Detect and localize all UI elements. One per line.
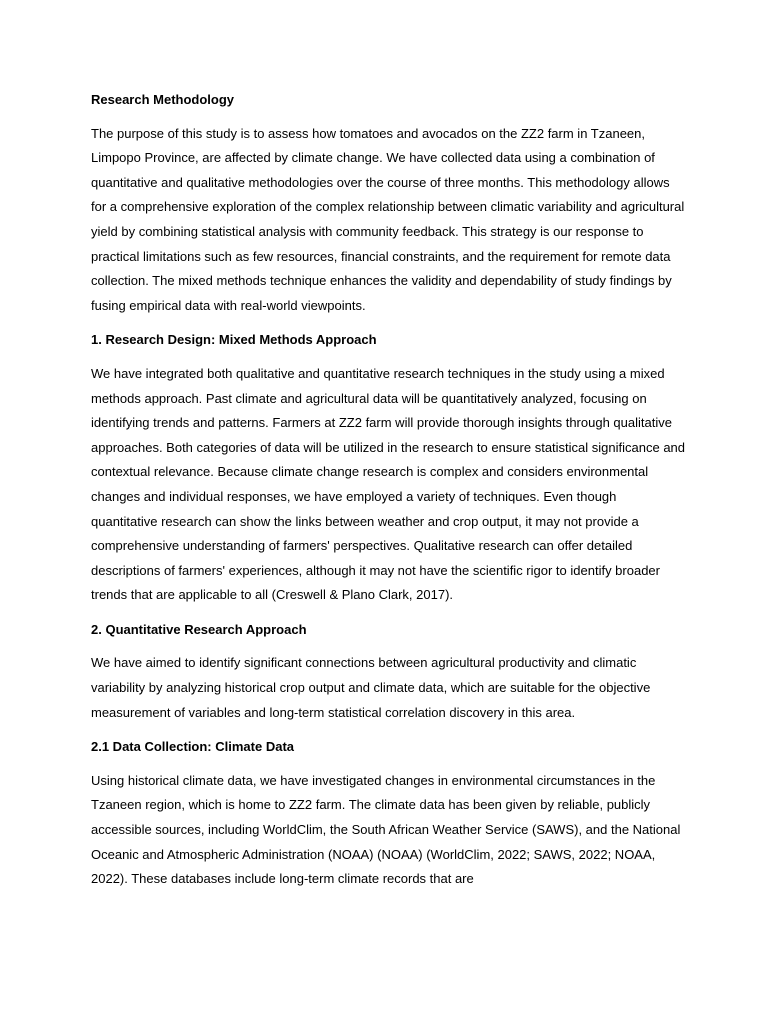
document-title: Research Methodology [91,92,235,107]
section-heading-quantitative-approach: 2. Quantitative Research Approach [91,621,307,637]
section-heading-research-design: 1. Research Design: Mixed Methods Approach [91,332,377,348]
section-body-climate-data: Using historical climate data, we have investigated changes in environmental circumstances in the Tzaneen region, which is home to ZZ2 farm. The climate data has been given by reliable, publicly accessible sources, including WorldClim, the South African Weather Service (SAWS), and the National Oceanic and Atmospheric Administration (NOAA) (NOAA) (WorldClim, 2022; SAWS, 2022; NOAA, 2022). These databases include long-term climate records that are [91,772,681,887]
intro-paragraph: The purpose of this study is to assess how tomatoes and avocados on the ZZ2 farm in Tzaneen, Limpopo Province, are affected by climate change. We have collected data using a combination of quantitative and qualitative methodologies over the course of three months. This methodology allows for a comprehensive exploration of the complex relationship between climatic variability and agricultural yield by combining statistical analysis with community feedback. This strategy is our response to practical limitations such as few resources, financial constraints, and the requirement for remote data collection. The mixed methods technique enhances the validity and dependability of study findings by fusing empirical data with real-world viewpoints. [91,125,685,313]
section-body-research-design: We have integrated both qualitative and quantitative research techniques in the study using a mixed methods approach. Past climate and agricultural data will be quantitatively analyzed, focusing on identifying trends and patterns. Farmers at ZZ2 farm will provide thorough insights through qualitative approaches. Both categories of data will be utilized in the research to ensure statistical significance and contextual relevance. Because climate change research is complex and considers environmental changes and individual responses, we have employed a variety of techniques. Even though quantitative research can show the links between weather and crop output, it may not provide a comprehensive understanding of farmers' perspectives. Qualitative research can offer detailed descriptions of farmers' experiences, although it may not have the scientific rigor to identify broader trends that are applicable to all (Creswell & Plano Clark, 2017). [91,365,686,603]
section-heading-climate-data: 2.1 Data Collection: Climate Data [91,739,294,755]
document-page [91,88,686,892]
section-body-quantitative-approach: We have aimed to identify significant connections between agricultural productivity and climatic variability by analyzing historical crop output and climate data, which are suitable for the objective measurement of variables and long-term statistical correlation discovery in this area. [91,655,651,720]
